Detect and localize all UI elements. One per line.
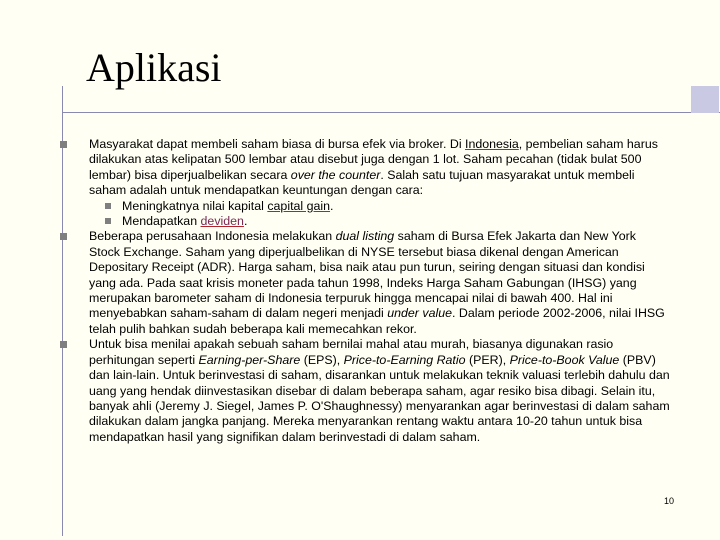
bullet-item-1: Masyarakat dapat membeli saham biasa di bursa efek via broker. Di Indonesia, pembelian saham harus dilakukan atas kelipatan 500 lembar atau disebut juga dengan 1 lot. Saham pecahan (tidak bulat 500 lembar) bisa diperjualbelikan secara over the counter. Salah satu tujuan masyarakat untuk membeli saham adalah untuk mendapatkan keuntungan dengan cara: Meningkatnya nilai kapital capital gain. Mendapatkan deviden. — [60, 137, 670, 229]
square-bullet-icon — [105, 218, 111, 224]
bullet-item-3: Untuk bisa menilai apakah sebuah saham bernilai mahal atau murah, biasanya digunakan rasio perhitungan seperti Earning-per-Share (EPS), Price-to-Earning Ratio (PER), Price-to-Book Value (PBV) dan lain-lain. Untuk berinvestasi di saham, disarankan untuk melakukan teknik valuasi terlebih dahulu dan uang yang hendak diinvestasikan disebar di dalam beberapa saham, agar resiko bisa dibagi. Selain itu, banyak ahli (Jeremy J. Siegel, James P. O'Shaughnessy) menyarankan agar berinvestasi di dalam saham dilakukan dalam jangka panjang. Mereka menyarankan rentang waktu antara 10-20 tahun untuk bisa mendapatkan hasil yang signifikan dalam berinvestadi di dalam saham. — [60, 337, 670, 445]
square-bullet-icon — [60, 233, 67, 240]
link-capital-gain[interactable]: capital gain — [267, 198, 331, 213]
sub-bullet-list — [89, 199, 670, 230]
link-indonesia[interactable]: Indonesia — [465, 137, 519, 151]
corner-accent-box — [691, 86, 719, 113]
square-bullet-icon — [105, 203, 111, 209]
page-number: 10 — [664, 496, 675, 506]
sub-bullet-item-1: Meningkatnya nilai kapital capital gain. — [89, 199, 670, 214]
link-deviden[interactable]: deviden — [200, 214, 244, 229]
square-bullet-icon — [60, 141, 67, 148]
horizontal-rule — [62, 112, 720, 113]
square-bullet-icon — [60, 341, 67, 348]
bullet-item-2: Beberapa perusahaan Indonesia melakukan dual listing saham di Bursa Efek Jakarta dan New York Stock Exchange. Saham yang diperjualbelikan di NYSE tersebut biasa dikenal dengan American Depositary Receipt (ADR). Harga saham, bisa naik atau pun turun, seiring dengan situasi dan kondisi yang ada. Pada saat krisis moneter pada tahun 1998, Indeks Harga Saham Gabungan (IHSG) yang merupakan barometer saham di Indonesia terpuruk hingga mencapai nilai di bawah 400. Hal ini menyebabkan saham-saham di dalam negeri menjadi under value. Dalam periode 2002-2006, nilai IHSG telah pulih bahkan sudah beberapa kali memecahkan rekor. — [60, 229, 670, 337]
bullet-list — [60, 137, 670, 445]
slide-title: Aplikasi — [86, 45, 222, 90]
sub-bullet-item-2: Mendapatkan deviden. — [89, 214, 670, 229]
